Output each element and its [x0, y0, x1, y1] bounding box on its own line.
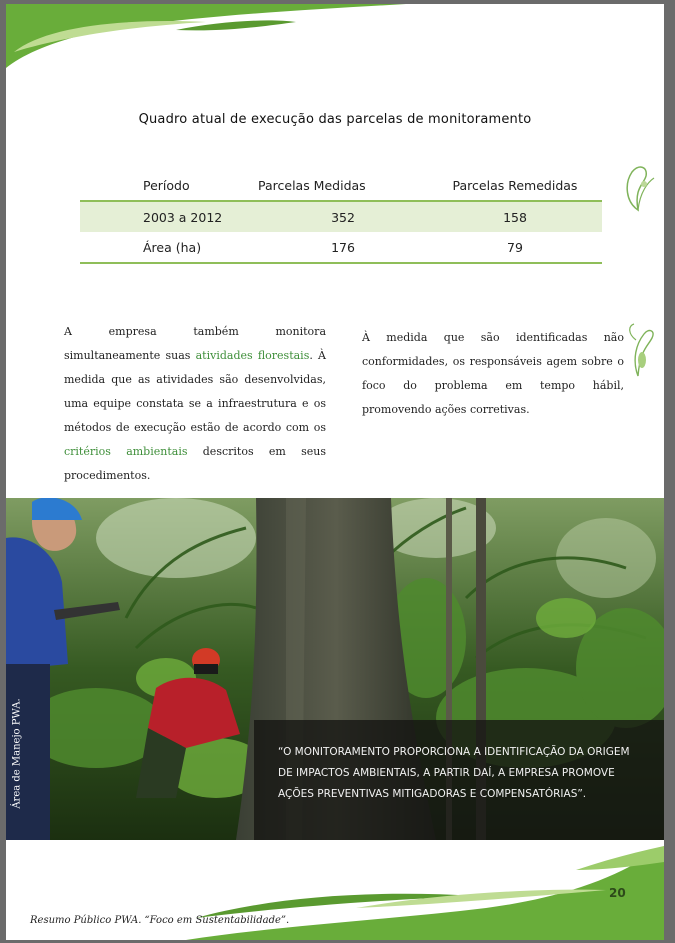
left-text-part: descritos em seus procedimentos.	[64, 445, 326, 482]
table-cell: 352	[258, 201, 428, 232]
header-periodo: Período	[143, 177, 190, 193]
header-swoosh-decoration	[6, 4, 406, 74]
criterios-ambientais-link[interactable]: critérios ambientais	[64, 445, 188, 458]
header-parcelas-remedidas: Parcelas Remedidas	[452, 177, 578, 193]
monitoring-table	[80, 170, 602, 264]
left-text-column	[64, 320, 326, 488]
table-row	[80, 232, 602, 263]
page-number: 20	[609, 886, 626, 900]
leaf-icon	[618, 162, 658, 214]
table-cell: 158	[428, 201, 602, 232]
table-row	[80, 201, 602, 232]
table-cell: 176	[331, 239, 355, 255]
table-cell: 2003 a 2012	[80, 201, 258, 232]
right-text: À medida que são identificadas não conformidades, os responsáveis agem sobre o foco do problema em tempo hábil, promovendo ações corretivas.	[362, 331, 624, 416]
header-parcelas-medidas: Parcelas Medidas	[258, 177, 366, 193]
forest-photo	[6, 498, 664, 840]
atividades-florestais-link[interactable]: atividades florestais	[195, 349, 310, 362]
photo-caption: “O MONITORAMENTO PROPORCIONA A IDENTIFICAÇÃO DA ORIGEM DE IMPACTOS AMBIENTAIS, A PARTIR DAÍ, A EMPRESA PROMOVE AÇÕES PREVENTIVAS MITIGADORAS E COMPENSATÓRIAS”.	[278, 746, 630, 800]
document-page	[6, 4, 664, 940]
table-cell: Área (ha)	[143, 239, 202, 255]
right-text-column	[362, 326, 624, 422]
photo-credit: Área de Manejo PWA.	[11, 698, 23, 809]
left-text-part: . À medida que as atividades são desenvolvidas, uma equipe constata se a infraestrutura e os métodos de execução estão de acordo com os	[64, 349, 326, 434]
left-text-part: A empresa também monitora simultaneamente suas	[64, 325, 326, 362]
table-header-row	[80, 170, 602, 201]
table-title: Quadro atual de execução das parcelas de monitoramento	[138, 112, 532, 127]
caption-box	[254, 720, 664, 840]
footer-text: Resumo Público PWA. “Foco em Sustentabilidade”.	[30, 915, 290, 926]
table-cell: 79	[507, 239, 523, 255]
plant-icon	[622, 320, 658, 380]
